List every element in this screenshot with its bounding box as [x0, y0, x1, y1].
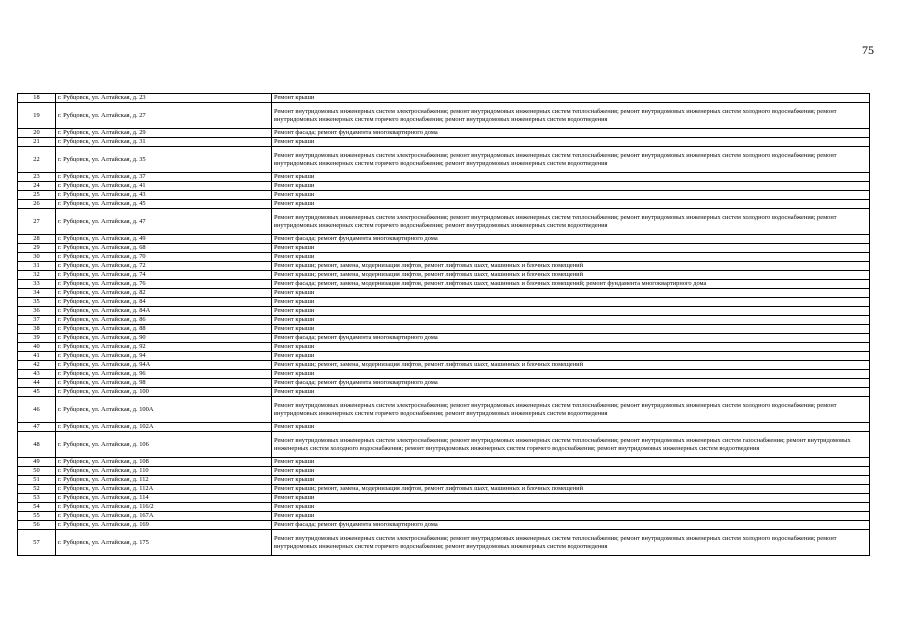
row-number-cell: 53	[18, 494, 56, 503]
table-row	[18, 432, 870, 458]
address-cell: г. Рубцовск, ул. Алтайская, д. 114	[56, 494, 272, 503]
work-type-cell: Ремонт крыши	[272, 476, 870, 485]
address-cell: г. Рубцовск, ул. Алтайская, д. 68	[56, 244, 272, 253]
table-row	[18, 191, 870, 200]
work-type-cell: Ремонт крыши	[272, 423, 870, 432]
work-type-cell: Ремонт крыши	[272, 343, 870, 352]
work-type-cell: Ремонт крыши	[272, 467, 870, 476]
work-type-cell: Ремонт внутридомовых инженерных систем электроснабжения; ремонт внутридомовых инженерных систем теплоснабжения; ремонт внутридомовых инженерных систем газоснабжения; ремонт внутридомовых инженерных систем холодного водоснабжения; ремонт внутридомовых инженерных систем горячего водоснабжения; ремонт внутридомовых инженерных систем водоотведения	[272, 432, 870, 458]
address-cell: г. Рубцовск, ул. Алтайская, д. 110	[56, 467, 272, 476]
work-type-cell: Ремонт крыши	[272, 388, 870, 397]
page-number: 75	[862, 43, 874, 57]
table-row	[18, 388, 870, 397]
address-cell: г. Рубцовск, ул. Алтайская, д. 43	[56, 191, 272, 200]
row-number-cell: 23	[18, 173, 56, 182]
address-cell: г. Рубцовск, ул. Алтайская, д. 112	[56, 476, 272, 485]
table-row	[18, 494, 870, 503]
address-cell: г. Рубцовск, ул. Алтайская, д. 88	[56, 325, 272, 334]
table-row	[18, 235, 870, 244]
table-row	[18, 289, 870, 298]
address-cell: г. Рубцовск, ул. Алтайская, д. 116/2	[56, 503, 272, 512]
row-number-cell: 32	[18, 271, 56, 280]
address-cell: г. Рубцовск, ул. Алтайская, д. 37	[56, 173, 272, 182]
address-cell: г. Рубцовск, ул. Алтайская, д. 96	[56, 370, 272, 379]
row-number-cell: 29	[18, 244, 56, 253]
table-row	[18, 262, 870, 271]
work-type-cell: Ремонт фасада; ремонт фундамента многоквартирного дома	[272, 379, 870, 388]
table-row	[18, 200, 870, 209]
table-row	[18, 512, 870, 521]
address-cell: г. Рубцовск, ул. Алтайская, д. 84	[56, 298, 272, 307]
address-cell: г. Рубцовск, ул. Алтайская, д. 94А	[56, 361, 272, 370]
address-cell: г. Рубцовск, ул. Алтайская, д. 94	[56, 352, 272, 361]
address-cell: г. Рубцовск, ул. Алтайская, д. 98	[56, 379, 272, 388]
address-cell: г. Рубцовск, ул. Алтайская, д. 100А	[56, 397, 272, 423]
work-type-cell: Ремонт крыши	[272, 173, 870, 182]
address-cell: г. Рубцовск, ул. Алтайская, д. 41	[56, 182, 272, 191]
row-number-cell: 37	[18, 316, 56, 325]
row-number-cell: 34	[18, 289, 56, 298]
table-row	[18, 370, 870, 379]
row-number-cell: 41	[18, 352, 56, 361]
table-row	[18, 138, 870, 147]
work-type-cell: Ремонт крыши; ремонт, замена, модернизация лифтов, ремонт лифтовых шахт, машинных и блочных помещений	[272, 262, 870, 271]
address-cell: г. Рубцовск, ул. Алтайская, д. 102А	[56, 423, 272, 432]
work-type-cell: Ремонт крыши	[272, 307, 870, 316]
table-row	[18, 253, 870, 262]
work-type-cell: Ремонт внутридомовых инженерных систем электроснабжения; ремонт внутридомовых инженерных систем теплоснабжения; ремонт внутридомовых инженерных систем холодного водоснабжения; ремонт внутридомовых инженерных систем горячего водоснабжения; ремонт внутридомовых инженерных систем водоотведения	[272, 397, 870, 423]
table-row	[18, 352, 870, 361]
row-number-cell: 22	[18, 147, 56, 173]
address-cell: г. Рубцовск, ул. Алтайская, д. 84А	[56, 307, 272, 316]
table-body	[18, 94, 870, 556]
table-row	[18, 334, 870, 343]
table-row	[18, 103, 870, 129]
table-row	[18, 361, 870, 370]
address-cell: г. Рубцовск, ул. Алтайская, д. 175	[56, 530, 272, 556]
work-type-cell: Ремонт крыши; ремонт, замена, модернизация лифтов, ремонт лифтовых шахт, машинных и блочных помещений	[272, 361, 870, 370]
address-cell: г. Рубцовск, ул. Алтайская, д. 86	[56, 316, 272, 325]
row-number-cell: 18	[18, 94, 56, 103]
work-type-cell: Ремонт крыши	[272, 370, 870, 379]
row-number-cell: 39	[18, 334, 56, 343]
table-row	[18, 173, 870, 182]
row-number-cell: 26	[18, 200, 56, 209]
work-type-cell: Ремонт крыши	[272, 191, 870, 200]
work-type-cell: Ремонт крыши	[272, 244, 870, 253]
work-type-cell: Ремонт фасада; ремонт фундамента многоквартирного дома	[272, 334, 870, 343]
table-row	[18, 397, 870, 423]
row-number-cell: 36	[18, 307, 56, 316]
work-type-cell: Ремонт крыши	[272, 458, 870, 467]
table-row	[18, 521, 870, 530]
row-number-cell: 46	[18, 397, 56, 423]
table-row	[18, 244, 870, 253]
work-type-cell: Ремонт крыши	[272, 352, 870, 361]
row-number-cell: 49	[18, 458, 56, 467]
row-number-cell: 19	[18, 103, 56, 129]
address-cell: г. Рубцовск, ул. Алтайская, д. 70	[56, 253, 272, 262]
row-number-cell: 38	[18, 325, 56, 334]
address-cell: г. Рубцовск, ул. Алтайская, д. 23	[56, 94, 272, 103]
table-row	[18, 129, 870, 138]
table-row	[18, 94, 870, 103]
table-row	[18, 485, 870, 494]
table-row	[18, 147, 870, 173]
work-type-cell: Ремонт крыши	[272, 138, 870, 147]
table-row	[18, 476, 870, 485]
work-type-cell: Ремонт крыши; ремонт, замена, модернизация лифтов, ремонт лифтовых шахт, машинных и блочных помещений	[272, 271, 870, 280]
work-type-cell: Ремонт крыши	[272, 253, 870, 262]
table-row	[18, 182, 870, 191]
row-number-cell: 44	[18, 379, 56, 388]
work-type-cell: Ремонт крыши	[272, 325, 870, 334]
row-number-cell: 52	[18, 485, 56, 494]
table-row	[18, 280, 870, 289]
work-type-cell: Ремонт крыши	[272, 94, 870, 103]
row-number-cell: 35	[18, 298, 56, 307]
table-row	[18, 316, 870, 325]
work-type-cell: Ремонт внутридомовых инженерных систем электроснабжения; ремонт внутридомовых инженерных систем теплоснабжения; ремонт внутридомовых инженерных систем холодного водоснабжения; ремонт внутридомовых инженерных систем горячего водоснабжения; ремонт внутридомовых инженерных систем водоотведения	[272, 103, 870, 129]
row-number-cell: 54	[18, 503, 56, 512]
work-type-cell: Ремонт фасада; ремонт фундамента многоквартирного дома	[272, 235, 870, 244]
table-row	[18, 458, 870, 467]
address-cell: г. Рубцовск, ул. Алтайская, д. 31	[56, 138, 272, 147]
table-row	[18, 307, 870, 316]
address-cell: г. Рубцовск, ул. Алтайская, д. 74	[56, 271, 272, 280]
work-type-cell: Ремонт крыши	[272, 182, 870, 191]
address-cell: г. Рубцовск, ул. Алтайская, д. 35	[56, 147, 272, 173]
address-cell: г. Рубцовск, ул. Алтайская, д. 76	[56, 280, 272, 289]
row-number-cell: 27	[18, 209, 56, 235]
row-number-cell: 50	[18, 467, 56, 476]
address-cell: г. Рубцовск, ул. Алтайская, д. 108	[56, 458, 272, 467]
address-cell: г. Рубцовск, ул. Алтайская, д. 45	[56, 200, 272, 209]
work-type-cell: Ремонт крыши	[272, 503, 870, 512]
address-cell: г. Рубцовск, ул. Алтайская, д. 106	[56, 432, 272, 458]
row-number-cell: 42	[18, 361, 56, 370]
address-cell: г. Рубцовск, ул. Алтайская, д. 90	[56, 334, 272, 343]
work-type-cell: Ремонт крыши	[272, 494, 870, 503]
address-cell: г. Рубцовск, ул. Алтайская, д. 27	[56, 103, 272, 129]
address-cell: г. Рубцовск, ул. Алтайская, д. 100	[56, 388, 272, 397]
work-type-cell: Ремонт внутридомовых инженерных систем электроснабжения; ремонт внутридомовых инженерных систем теплоснабжения; ремонт внутридомовых инженерных систем холодного водоснабжения; ремонт внутридомовых инженерных систем горячего водоснабжения; ремонт внутридомовых инженерных систем водоотведения	[272, 530, 870, 556]
work-type-cell: Ремонт крыши	[272, 316, 870, 325]
row-number-cell: 43	[18, 370, 56, 379]
table-row	[18, 530, 870, 556]
work-type-cell: Ремонт крыши	[272, 200, 870, 209]
address-cell: г. Рубцовск, ул. Алтайская, д. 29	[56, 129, 272, 138]
row-number-cell: 30	[18, 253, 56, 262]
repair-program-table	[17, 93, 870, 556]
row-number-cell: 48	[18, 432, 56, 458]
table-row	[18, 423, 870, 432]
table-row	[18, 503, 870, 512]
work-type-cell: Ремонт фасада; ремонт фундамента многоквартирного дома	[272, 521, 870, 530]
table-row	[18, 298, 870, 307]
work-type-cell: Ремонт крыши	[272, 512, 870, 521]
table-row	[18, 379, 870, 388]
row-number-cell: 21	[18, 138, 56, 147]
table-row	[18, 209, 870, 235]
row-number-cell: 51	[18, 476, 56, 485]
row-number-cell: 56	[18, 521, 56, 530]
address-cell: г. Рубцовск, ул. Алтайская, д. 169	[56, 521, 272, 530]
table-row	[18, 343, 870, 352]
address-cell: г. Рубцовск, ул. Алтайская, д. 92	[56, 343, 272, 352]
work-type-cell: Ремонт фасада; ремонт, замена, модернизация лифтов, ремонт лифтовых шахт, машинных и блочных помещений; ремонт фундамента многоквартирного дома	[272, 280, 870, 289]
address-cell: г. Рубцовск, ул. Алтайская, д. 49	[56, 235, 272, 244]
row-number-cell: 31	[18, 262, 56, 271]
row-number-cell: 28	[18, 235, 56, 244]
address-cell: г. Рубцовск, ул. Алтайская, д. 47	[56, 209, 272, 235]
work-type-cell: Ремонт фасада; ремонт фундамента многоквартирного дома	[272, 129, 870, 138]
work-type-cell: Ремонт внутридомовых инженерных систем электроснабжения; ремонт внутридомовых инженерных систем теплоснабжения; ремонт внутридомовых инженерных систем холодного водоснабжения; ремонт внутридомовых инженерных систем горячего водоснабжения; ремонт внутридомовых инженерных систем водоотведения	[272, 209, 870, 235]
row-number-cell: 57	[18, 530, 56, 556]
table-row	[18, 467, 870, 476]
table-row	[18, 271, 870, 280]
row-number-cell: 40	[18, 343, 56, 352]
work-type-cell: Ремонт крыши; ремонт, замена, модернизация лифтов, ремонт лифтовых шахт, машинных и блочных помещений	[272, 485, 870, 494]
row-number-cell: 45	[18, 388, 56, 397]
row-number-cell: 33	[18, 280, 56, 289]
work-type-cell: Ремонт внутридомовых инженерных систем электроснабжения; ремонт внутридомовых инженерных систем теплоснабжения; ремонт внутридомовых инженерных систем холодного водоснабжения; ремонт внутридомовых инженерных систем горячего водоснабжения; ремонт внутридомовых инженерных систем водоотведения	[272, 147, 870, 173]
work-type-cell: Ремонт крыши	[272, 289, 870, 298]
address-cell: г. Рубцовск, ул. Алтайская, д. 82	[56, 289, 272, 298]
address-cell: г. Рубцовск, ул. Алтайская, д. 167А	[56, 512, 272, 521]
address-cell: г. Рубцовск, ул. Алтайская, д. 72	[56, 262, 272, 271]
address-cell: г. Рубцовск, ул. Алтайская, д. 112А	[56, 485, 272, 494]
work-type-cell: Ремонт крыши	[272, 298, 870, 307]
row-number-cell: 24	[18, 182, 56, 191]
row-number-cell: 20	[18, 129, 56, 138]
row-number-cell: 55	[18, 512, 56, 521]
row-number-cell: 25	[18, 191, 56, 200]
row-number-cell: 47	[18, 423, 56, 432]
table-row	[18, 325, 870, 334]
